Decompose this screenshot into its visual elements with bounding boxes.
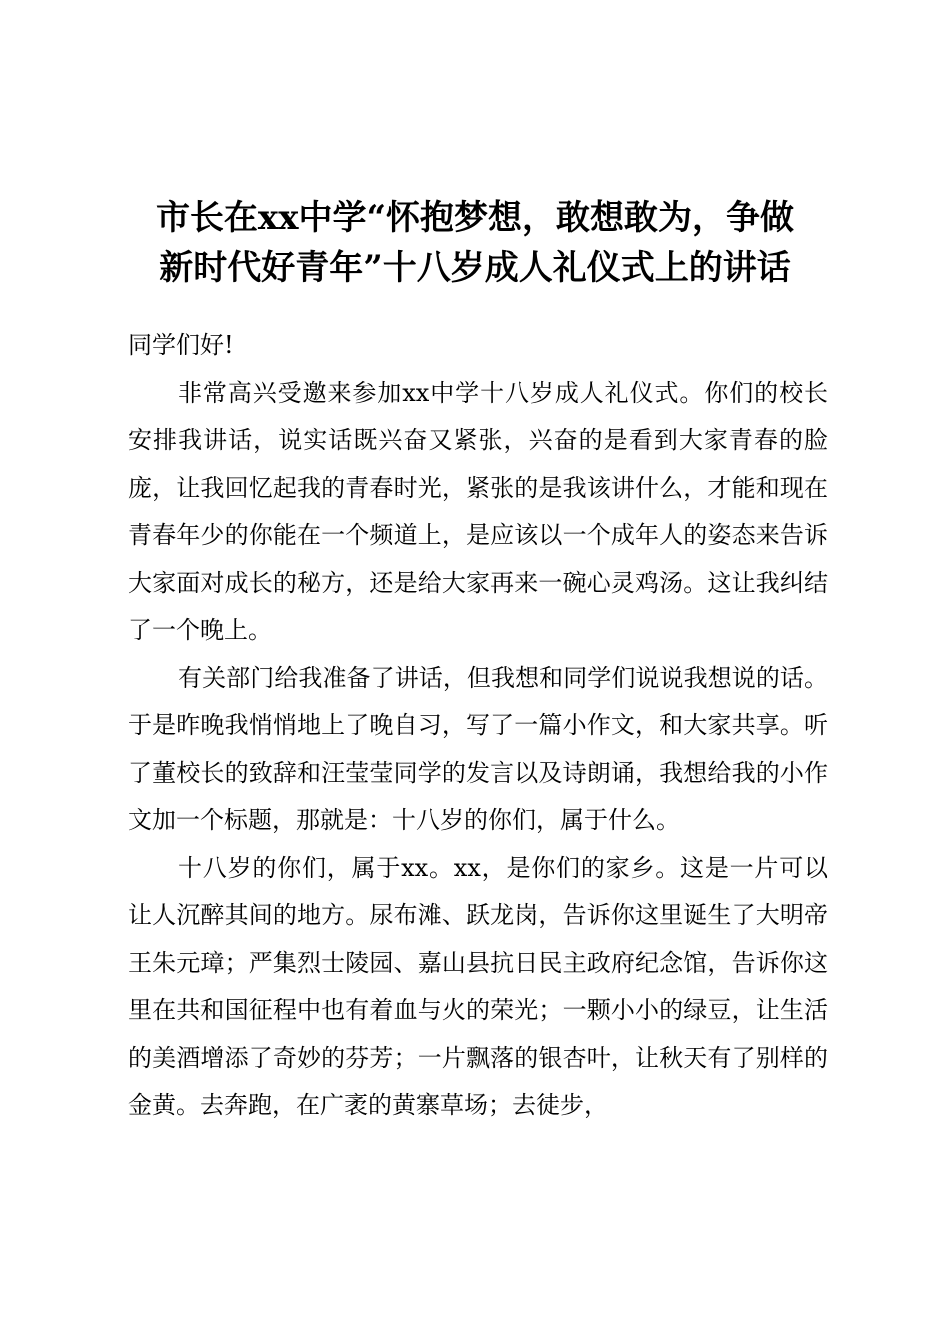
- document-body: [128, 322, 828, 1130]
- paragraph: 十八岁的你们，属于xx。xx，是你们的家乡。这是一片可以让人沉醉其间的地方。尿布滩、跃龙岗，告诉你这里诞生了大明帝王朱元璋；严集烈士陵园、嘉山县抗日民主政府纪念馆，告诉你这里在共和国征程中也有着血与火的荣光；一颗小小的绿豆，让生活的美酒增添了奇妙的芬芳；一片飘落的银杏叶，让秋天有了别样的金黄。去奔跑，在广袤的黄寨草场；去徒步，: [128, 853, 828, 1119]
- document-title: [100, 193, 850, 293]
- title-line-1: 市长在xx中学“怀抱梦想，敢想敢为，争做: [155, 198, 795, 238]
- title-line-2: 新时代好青年”十八岁成人礼仪式上的讲话: [159, 248, 791, 288]
- greeting: 同学们好!: [128, 331, 234, 359]
- paragraph: 非常高兴受邀来参加xx中学十八岁成人礼仪式。你们的校长安排我讲话，说实话既兴奋又紧张，兴奋的是看到大家青春的脸庞，让我回忆起我的青春时光，紧张的是我该讲什么，才能和现在青春年少的你能在一个频道上，是应该以一个成年人的姿态来告诉大家面对成长的秘方，还是给大家再来一碗心灵鸡汤。这让我纠结了一个晚上。: [128, 378, 828, 644]
- paragraph: 有关部门给我准备了讲话，但我想和同学们说说我想说的话。于是昨晚我悄悄地上了晚自习，写了一篇小作文，和大家共享。听了董校长的致辞和汪莹莹同学的发言以及诗朗诵，我想给我的小作文加一个标题，那就是：十八岁的你们，属于什么。: [128, 663, 828, 834]
